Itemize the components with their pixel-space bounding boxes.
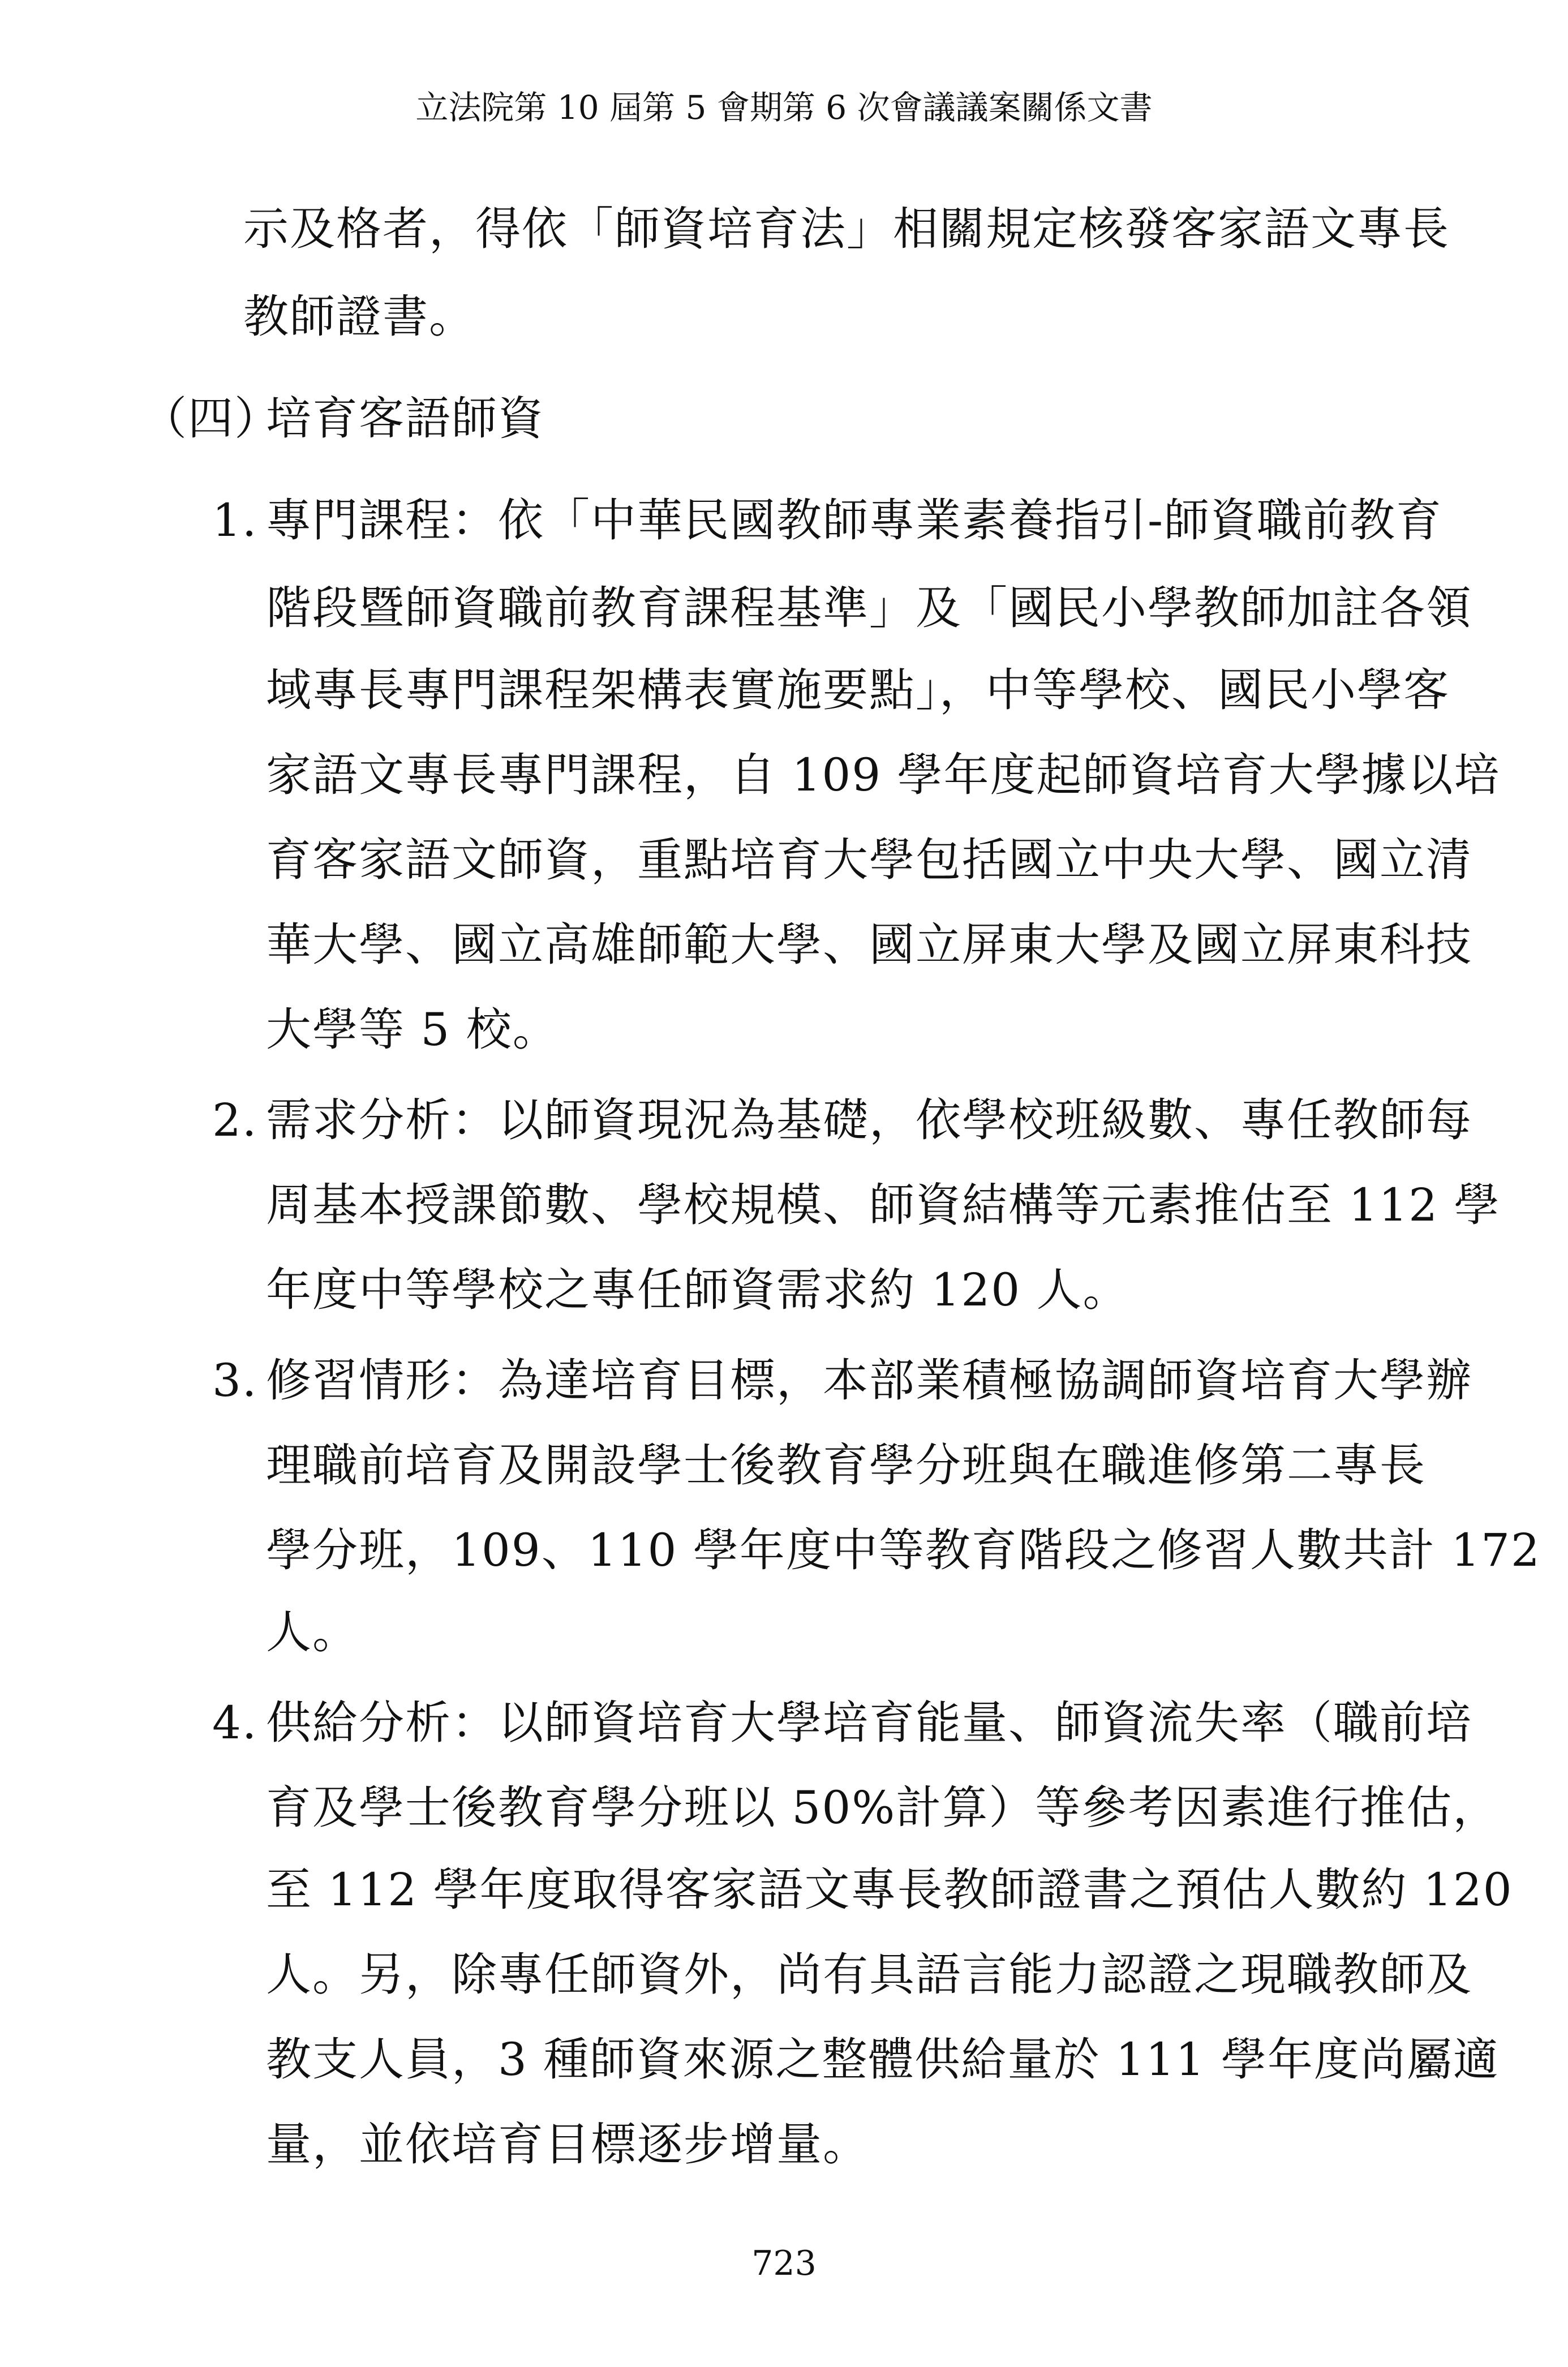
- item-4-line-4: 人。另，除專任師資外，尚有具語言能力認證之現職教師及: [266, 1948, 1472, 2001]
- item-2-line-3: 年度中等學校之專任師資需求約 120 人。: [266, 1264, 1129, 1316]
- section-label: （四）: [141, 392, 281, 445]
- item-2-line-1: 需求分析：以師資現況為基礎，依學校班級數、專任教師每: [266, 1094, 1472, 1146]
- document-header: 立法院第 10 屆第 5 會期第 6 次會議議案關係文書: [415, 88, 1153, 127]
- item-4-line-3: 至 112 學年度取得客家語文專長教師證書之預估人數約 120: [266, 1863, 1513, 1916]
- section-title: 培育客語師資: [266, 392, 544, 445]
- item-1-line-2: 階段暨師資職前教育課程基準」及「國民小學教師加註各領: [266, 582, 1472, 634]
- item-4-number: 4.: [212, 1696, 258, 1749]
- item-1-number: 1.: [212, 494, 258, 547]
- item-1-line-6: 華大學、國立高雄師範大學、國立屏東大學及國立屏東科技: [266, 918, 1472, 971]
- item-1-line-7: 大學等 5 校。: [266, 1003, 559, 1056]
- item-1-line-3: 域專長專門課程架構表實施要點」，中等學校、國民小學客: [266, 664, 1450, 716]
- item-1-line-4: 家語文專長專門課程，自 109 學年度起師資培育大學據以培: [266, 749, 1501, 801]
- item-3-line-3: 學分班，109、110 學年度中等教育階段之修習人數共計 172: [266, 1524, 1541, 1576]
- item-3-line-1: 修習情形：為達培育目標，本部業積極協調師資培育大學辦: [266, 1354, 1472, 1407]
- item-4-line-5: 教支人員，3 種師資來源之整體供給量於 111 學年度尚屬適: [266, 2033, 1500, 2086]
- item-4-line-1: 供給分析：以師資培育大學培育能量、師資流失率（職前培: [266, 1696, 1472, 1749]
- page-number: 723: [751, 2244, 817, 2283]
- item-3-line-4: 人。: [266, 1606, 359, 1659]
- intro-line-1: 示及格者，得依「師資培育法」相關規定核發客家語文專長: [243, 203, 1450, 255]
- item-1-line-5: 育客家語文師資，重點培育大學包括國立中央大學、國立清: [266, 834, 1472, 886]
- item-2-line-2: 周基本授課節數、學校規模、師資結構等元素推估至 112 學: [266, 1179, 1501, 1231]
- item-1-line-1: 專門課程：依「中華民國教師專業素養指引-師資職前教育: [266, 494, 1443, 547]
- item-2-number: 2.: [212, 1094, 258, 1146]
- item-3-line-2: 理職前培育及開設學士後教育學分班與在職進修第二專長: [266, 1439, 1426, 1492]
- item-3-number: 3.: [212, 1354, 258, 1407]
- intro-line-2: 教師證書。: [243, 290, 475, 343]
- item-4-line-6: 量，並依培育目標逐步增量。: [266, 2118, 869, 2171]
- item-4-line-2: 育及學士後教育學分班以 50%計算）等參考因素進行推估，: [266, 1781, 1500, 1834]
